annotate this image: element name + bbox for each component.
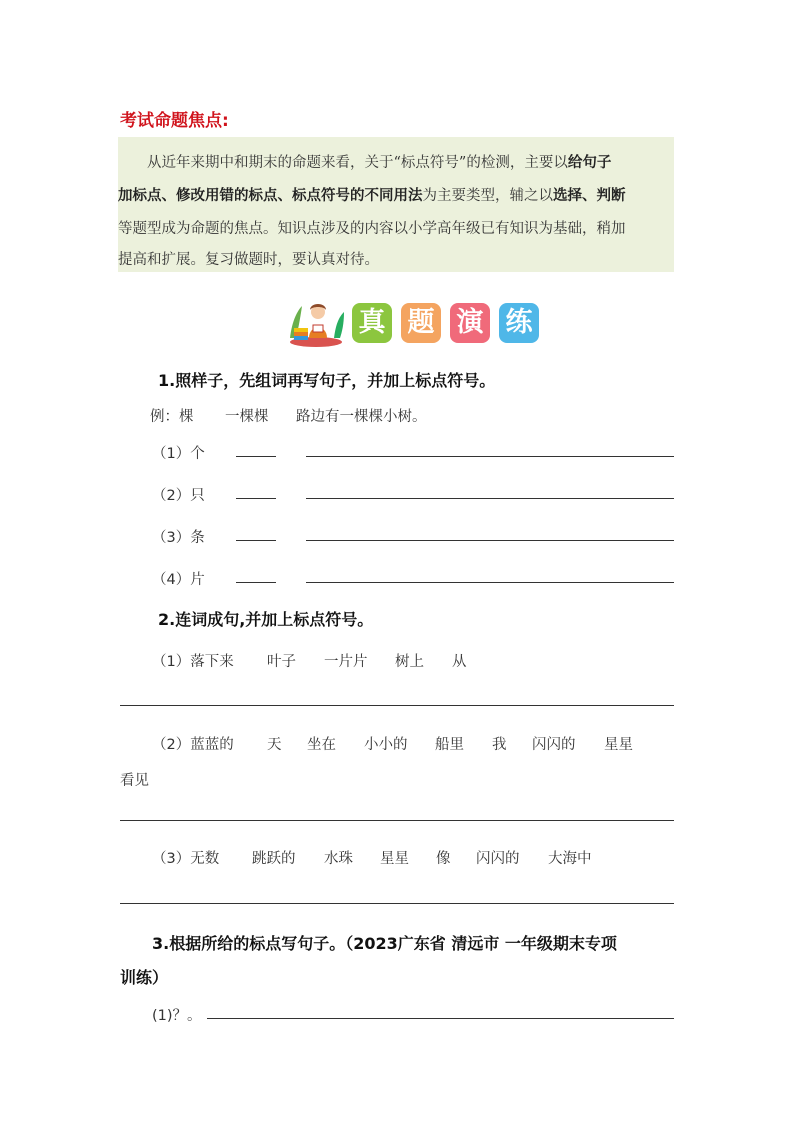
q1-item-1-sentence-blank[interactable]	[306, 456, 674, 457]
q1-item-4-sentence-blank[interactable]	[306, 582, 674, 583]
practice-banner	[284, 298, 544, 348]
q2-item-2-answer-line[interactable]	[120, 820, 674, 821]
q1-item-3: （3）条	[152, 530, 205, 546]
exam-focus-box	[118, 137, 674, 272]
girl-reading-icon	[284, 298, 348, 348]
focus-line-2: 加标点、修改用错的标点、标点符号的不同用法为主要类型，辅之以选择、判断	[118, 187, 626, 204]
focus-line-4: 提高和扩展。复习做题时，要认真对待。	[118, 252, 379, 268]
q2-title: 2.连词成句,并加上标点符号。	[158, 610, 374, 629]
q3-title-line-1: 3.根据所给的标点写句子。（2023广东省 清远市 一年级期末专项	[152, 934, 617, 953]
banner-tile-4: 练	[499, 303, 539, 343]
q3-item-1-answer-line[interactable]	[207, 1018, 674, 1019]
q1-title: 1.照样子，先组词再写句子，并加上标点符号。	[158, 371, 496, 390]
q3-title-line-2: 训练）	[120, 968, 169, 987]
q1-item-1: （1）个	[152, 446, 205, 462]
q1-example-sentence: 路边有一棵棵小树。	[296, 409, 427, 425]
q1-example-label: 例：棵	[150, 409, 194, 425]
q2-item-3-answer-line[interactable]	[120, 903, 674, 904]
q1-item-4: （4）片	[152, 572, 205, 588]
q2-item-2-continuation: 看见	[120, 773, 149, 789]
q1-item-3-word-blank[interactable]	[236, 540, 276, 541]
banner-tile-3: 演	[450, 303, 490, 343]
q1-item-2-word-blank[interactable]	[236, 498, 276, 499]
q1-example-word: 一棵棵	[225, 409, 269, 425]
section-title: 考试命题焦点:	[120, 111, 229, 131]
focus-line-1: 从近年来期中和期末的命题来看，关于“标点符号”的检测，主要以给句子	[118, 154, 612, 171]
q1-item-2-sentence-blank[interactable]	[306, 498, 674, 499]
banner-tile-2: 题	[401, 303, 441, 343]
q2-item-1-answer-line[interactable]	[120, 705, 674, 706]
q1-item-1-word-blank[interactable]	[236, 456, 276, 457]
q1-item-2: （2）只	[152, 488, 205, 504]
q3-item-1: (1)？。	[152, 1008, 202, 1024]
q1-item-3-sentence-blank[interactable]	[306, 540, 674, 541]
focus-line-3: 等题型成为命题的焦点。知识点涉及的内容以小学高年级已有知识为基础，稍加	[118, 221, 626, 237]
q1-item-4-word-blank[interactable]	[236, 582, 276, 583]
banner-tile-1: 真	[352, 303, 392, 343]
